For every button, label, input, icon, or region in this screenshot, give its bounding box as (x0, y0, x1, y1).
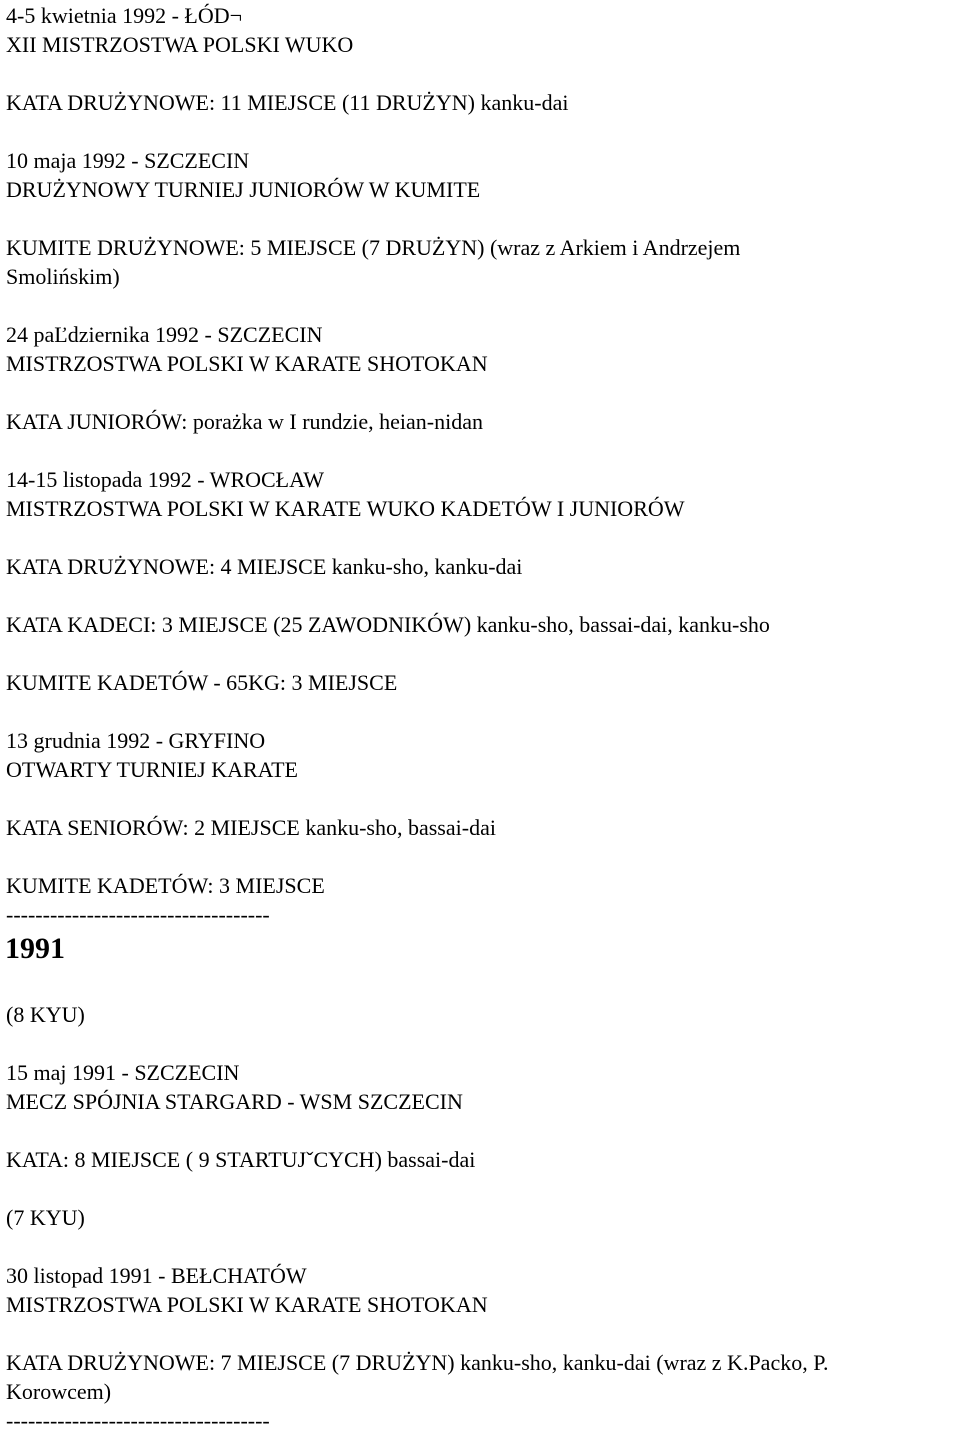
event-title-line: DRUŻYNOWY TURNIEJ JUNIORÓW W KUMITE (6, 177, 481, 202)
result-line: KUMITE KADETÓW: 3 MIEJSCE (6, 873, 325, 898)
result-line: KATA DRUŻYNOWE: 11 MIEJSCE (11 DRUŻYN) kanku-dai (6, 90, 569, 115)
kyu-level-line: (8 KYU) (6, 1002, 85, 1027)
separator-line: ------------------------------------ (6, 1408, 270, 1433)
event-date-line: 10 maja 1992 - SZCZECIN (6, 148, 250, 173)
result-line: KATA KADECI: 3 MIEJSCE (25 ZAWODNIKÓW) kanku-sho, bassai-dai, kanku-sho (6, 612, 770, 637)
result-line-continued: Korowcem) (6, 1379, 112, 1404)
event-title-line: MISTRZOSTWA POLSKI W KARATE SHOTOKAN (6, 351, 488, 376)
event-title-line: XII MISTRZOSTWA POLSKI WUKO (6, 32, 354, 57)
event-date-line: 13 grudnia 1992 - GRYFINO (6, 728, 266, 753)
result-line: KUMITE DRUŻYNOWE: 5 MIEJSCE (7 DRUŻYN) (wraz z Arkiem i Andrzejem (6, 235, 741, 260)
year-heading: 1991 (5, 932, 65, 965)
result-line: KUMITE KADETÓW - 65KG: 3 MIEJSCE (6, 670, 398, 695)
result-line: KATA SENIORÓW: 2 MIEJSCE kanku-sho, bassai-dai (6, 815, 496, 840)
event-date-line: 30 listopad 1991 - BEŁCHATÓW (6, 1263, 307, 1288)
event-date-line: 15 maj 1991 - SZCZECIN (6, 1060, 240, 1085)
event-title-line: MISTRZOSTWA POLSKI W KARATE WUKO KADETÓW I JUNIORÓW (6, 496, 685, 521)
event-date-line: 24 paĽdziernika 1992 - SZCZECIN (6, 322, 323, 347)
result-line: KATA DRUŻYNOWE: 4 MIEJSCE kanku-sho, kanku-dai (6, 554, 523, 579)
event-title-line: MISTRZOSTWA POLSKI W KARATE SHOTOKAN (6, 1292, 488, 1317)
separator-line: ------------------------------------ (6, 902, 270, 927)
result-line: KATA JUNIORÓW: porażka w I rundzie, heian-nidan (6, 409, 484, 434)
result-line: KATA: 8 MIEJSCE ( 9 STARTUJˇCYCH) bassai-dai (6, 1147, 476, 1172)
result-line-continued: Smolińskim) (6, 264, 120, 289)
event-date-line: 4-5 kwietnia 1992 - ŁÓD¬ (6, 3, 243, 28)
kyu-level-line: (7 KYU) (6, 1205, 85, 1230)
result-line: KATA DRUŻYNOWE: 7 MIEJSCE (7 DRUŻYN) kanku-sho, kanku-dai (wraz z K.Packo, P. (6, 1350, 829, 1375)
event-title-line: MECZ SPÓJNIA STARGARD - WSM SZCZECIN (6, 1089, 463, 1114)
event-date-line: 14-15 listopada 1992 - WROCŁAW (6, 467, 325, 492)
event-title-line: OTWARTY TURNIEJ KARATE (6, 757, 298, 782)
